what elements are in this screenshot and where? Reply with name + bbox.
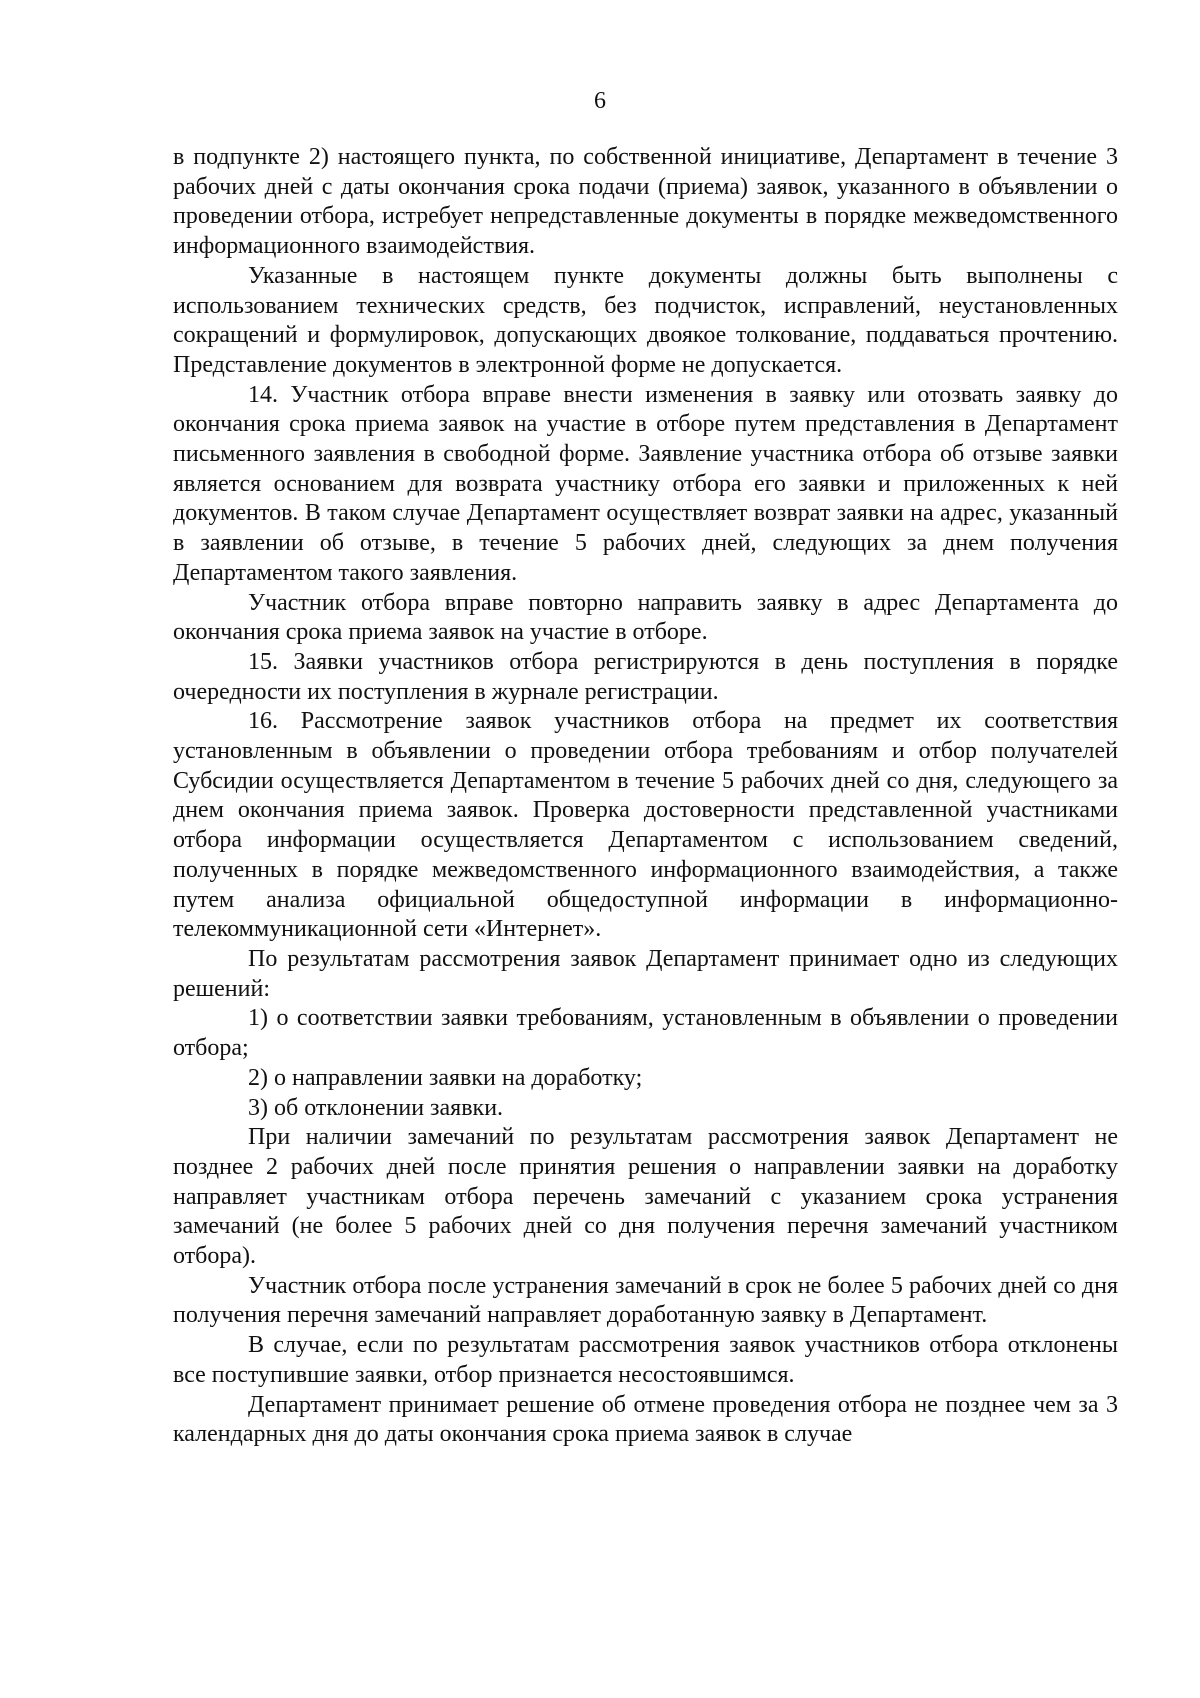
paragraph: 14. Участник отбора вправе внести изменения в заявку или отозвать заявку до окончания срока приема заявок на участие в отборе путем представления в Департамент письменного заявления в свободной форме. Заявление участника отбора об отзыве заявки является основанием для возврата участнику отбора его заявки и приложенных к ней документов. В таком случае Департамент осуществляет возврат заявки на адрес, указанный в заявлении об отзыве, в течение 5 рабочих дней, следующих за днем получения Департаментом такого заявления. bbox=[173, 381, 1118, 586]
paragraph: в подпункте 2) настоящего пункта, по собственной инициативе, Департамент в течение 3 рабочих дней с даты окончания срока подачи (приема) заявок, указанного в объявлении о проведении отбора, истребует непредставленные документы в порядке межведомственного информационного взаимодействия. bbox=[173, 144, 1118, 260]
paragraph: 1) о соответствии заявки требованиям, установленным в объявлении о проведении отбора; bbox=[173, 1005, 1118, 1062]
paragraph: 2) о направлении заявки на доработку; bbox=[248, 1064, 643, 1091]
paragraph: 15. Заявки участников отбора регистрируются в день поступления в порядке очередности их поступления в журнале регистрации. bbox=[173, 648, 1118, 705]
paragraph: Указанные в настоящем пункте документы должны быть выполнены с использованием технических средств, без подчисток, исправлений, неустановленных сокращений и формулировок, допускающих двоякое толкование, поддаваться прочтению. Представление документов в электронной форме не допускается. bbox=[173, 262, 1118, 378]
paragraph: При наличии замечаний по результатам рассмотрения заявок Департамент не позднее 2 рабочих дней после принятия решения о направлении заявки на доработку направляет участникам отбора перечень замечаний с указанием срока устранения замечаний (не более 5 рабочих дней со дня получения перечня замечаний участником отбора). bbox=[173, 1124, 1118, 1270]
paragraph: В случае, если по результатам рассмотрения заявок участников отбора отклонены все поступившие заявки, отбор признается несостоявшимся. bbox=[173, 1332, 1118, 1388]
page-number: 6 bbox=[594, 88, 606, 114]
paragraph: Участник отбора вправе повторно направить заявку в адрес Департамента до окончания срока приема заявок на участие в отборе. bbox=[173, 589, 1118, 646]
paragraph: Департамент принимает решение об отмене проведения отбора не позднее чем за 3 календарных дня до даты окончания срока приема заявок в случае bbox=[173, 1391, 1118, 1448]
document-body bbox=[173, 143, 1118, 1450]
paragraph: По результатам рассмотрения заявок Департамент принимает одно из следующих решений: bbox=[173, 945, 1118, 1002]
paragraph: Участник отбора после устранения замечаний в срок не более 5 рабочих дней со дня получения перечня замечаний направляет доработанную заявку в Департамент. bbox=[173, 1272, 1118, 1329]
paragraph: 3) об отклонении заявки. bbox=[248, 1094, 504, 1121]
paragraph: 16. Рассмотрение заявок участников отбора на предмет их соответствия установленным в объявлении о проведении отбора требованиям и отбор получателей Субсидии осуществляется Департаментом в течение 5 рабочих дней со дня, следующего за днем окончания приема заявок. Проверка достоверности представленной участниками отбора информации осуществляется Департаментом с использованием сведений, полученных в порядке межведомственного информационного взаимодействия, а также путем анализа официальной общедоступной информации в информационно-телекоммуникационной сети «Интернет». bbox=[173, 708, 1118, 943]
